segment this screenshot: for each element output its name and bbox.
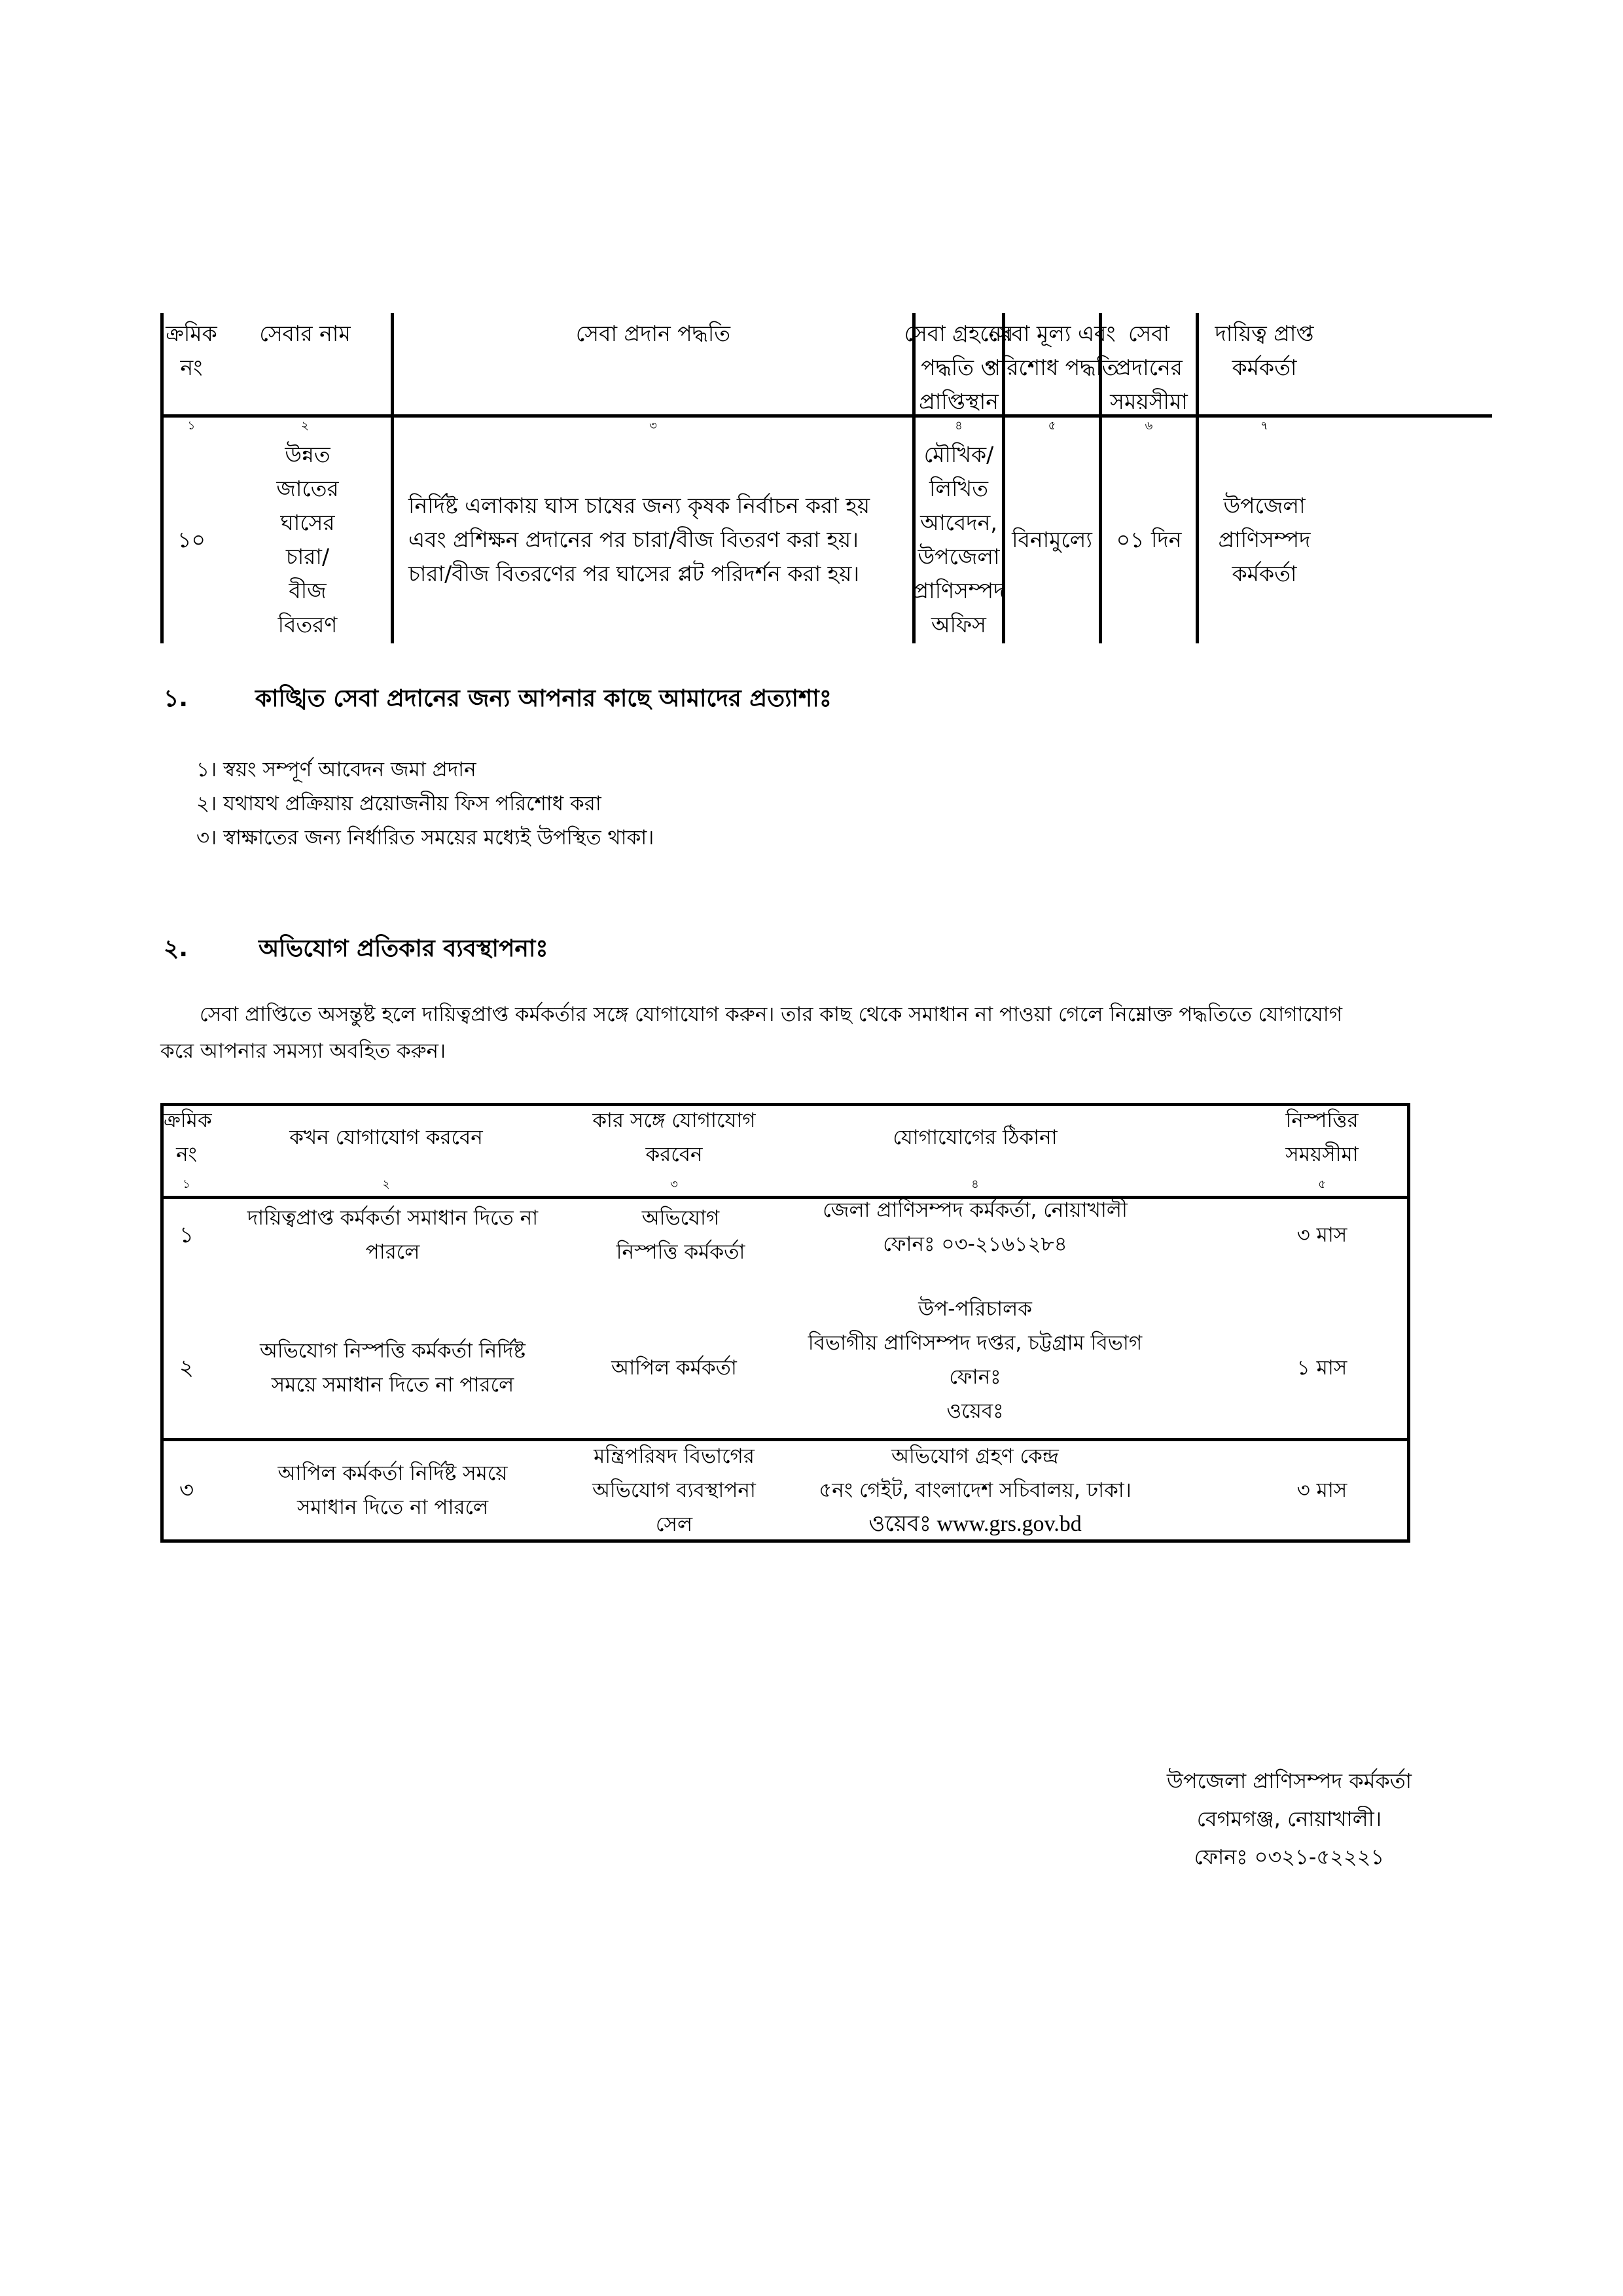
header-service-method: সেবা প্রদান পদ্ধতি [575, 321, 731, 346]
column-number: ৬ [1145, 419, 1153, 433]
table-row-application-method: মৌখিক/ লিখিত আবেদন, উপজেলা প্রাণিসম্পদ অফিস [912, 442, 1005, 637]
column-number: ৫ [1318, 1177, 1326, 1191]
column-number: ৩ [670, 1177, 678, 1191]
list-item: ১। স্বয়ং সম্পূর্ণ আবেদন জমা প্রদান [196, 758, 476, 781]
header-service-name: সেবার নাম [259, 321, 351, 346]
header-resolution-time: নিস্পত্তির সময়সীমা [1285, 1108, 1359, 1166]
header-when: কখন যোগাযোগ করবেন [289, 1125, 483, 1149]
table-row-responsible-officer: উপজেলা প্রাণিসম্পদ কর্মকর্তা [1218, 493, 1311, 586]
table-row-when: দায়িত্বপ্রাপ্ত কর্মকর্তা সমাধান দিতে না পারলে [247, 1206, 539, 1264]
service-table [160, 313, 1492, 643]
table-row-when: অভিযোগ নিস্পত্তি কর্মকর্তা নির্দিষ্ট সময়ে সমাধান দিতে না পারলে [260, 1339, 526, 1397]
column-number: ১ [187, 419, 196, 433]
table-row-service-name: উন্নত জাতের ঘাসের চারা/বীজ বিতরণ [276, 442, 339, 637]
header-application-method: সেবা গ্রহনের পদ্ধতি ও প্রাপ্তিস্থান [904, 321, 1014, 414]
table-row-address: অভিযোগ গ্রহণ কেন্দ্র ৫নং গেইট, বাংলাদেশ সচিবালয়, ঢাকা। ওয়েবঃ www.grs.gov.bd [785, 1441, 1165, 1539]
header-whom: কার সঙ্গে যোগাযোগ করবেন [592, 1108, 756, 1166]
column-number: ৭ [1260, 419, 1268, 433]
grs-website-link[interactable]: ওয়েবঃ www.grs.gov.bd [868, 1512, 1082, 1536]
header-serial: ক্রমিক নং [164, 1108, 212, 1166]
signature-phone: ফোনঃ ০৩২১-৫২২২১ [1194, 1844, 1385, 1869]
column-number: ১ [183, 1177, 190, 1191]
table-row-whom: আপিল কর্মকর্তা [611, 1356, 737, 1380]
section-number: ২. [164, 935, 188, 962]
signature-block [1126, 1762, 1453, 1876]
table-row-time-limit: ৩ মাস [1296, 1223, 1347, 1247]
section-title: অভিযোগ প্রতিকার ব্যবস্থাপনাঃ [259, 935, 548, 962]
column-number: ৫ [1048, 419, 1056, 433]
table-row-time-limit: ৩ মাস [1296, 1479, 1347, 1502]
column-number: ৪ [971, 1177, 979, 1191]
section-number: ১. [164, 685, 188, 712]
table-row-serial: ১০ [177, 527, 205, 552]
list-item: ২। যথাযথ প্রক্রিয়ায় প্রয়োজনীয় ফিস পরিশোধ করা [196, 792, 601, 816]
header-time-limit: সেবা প্রদানের সময়সীমা [1110, 321, 1188, 414]
header-fee: সেবা মূল্য এবং পরিশোধ পদ্ধতি [986, 321, 1118, 380]
grievance-paragraph-line1: সেবা প্রাপ্তিতে অসন্তুষ্ট হলে দায়িত্বপ্রাপ্ত কর্মকর্তার সঙ্গে যোগাযোগ করুন। তার কাছ থেকে সমাধান না পাওয়া গেলে নিম্নোক্ত পদ্ধতিতে যোগাযোগ [200, 1003, 1343, 1026]
table-row-serial: ১ [179, 1222, 194, 1248]
column-number: ২ [301, 419, 309, 433]
column-number: ২ [382, 1177, 390, 1191]
table-row-time-limit: ১ মাস [1296, 1356, 1347, 1380]
table-row-whom: মন্ত্রিপরিষদ বিভাগের অভিযোগ ব্যবস্থাপনা সেল [592, 1444, 756, 1536]
signature-title: উপজেলা প্রাণিসম্পদ কর্মকর্তা [1166, 1768, 1412, 1793]
table-row-address: জেলা প্রাণিসম্পদ কর্মকর্তা, নোয়াখালী ফোনঃ ০৩-২১৬১২৮৪ [823, 1198, 1128, 1256]
table-row-serial: ২ [179, 1355, 194, 1381]
header-responsible-officer: দায়িত্ব প্রাপ্ত কর্মকর্তা [1215, 321, 1314, 380]
table-row-when: আপিল কর্মকর্তা নির্দিষ্ট সময়ে সমাধান দিতে না পারলে [277, 1462, 508, 1519]
header-separator [160, 414, 1492, 418]
header-address: যোগাযোগের ঠিকানা [893, 1125, 1058, 1149]
table-row-service-method: নির্দিষ্ট এলাকায় ঘাস চাষের জন্য কৃষক নির্বাচন করা হয় এবং প্রশিক্ষন প্রদানের পর চারা/বীজ বিতরণ করা হয়। চারা/বীজ বিতরণের পর ঘাসের প্লট পরিদর্শন করা হয়। [408, 493, 870, 586]
expectations-list [196, 753, 654, 855]
list-item: ৩। স্বাক্ষাতের জন্য নির্ধারিত সময়ের মধ্যেই উপস্থিত থাকা। [196, 826, 654, 850]
section-title: কাঙ্খিত সেবা প্রদানের জন্য আপনার কাছে আমাদের প্রত্যাশাঃ [255, 685, 832, 712]
table-row-whom: অভিযোগ নিস্পত্তি কর্মকর্তা [616, 1206, 745, 1264]
column-number: ৪ [955, 419, 963, 433]
column-number: ৩ [649, 419, 657, 433]
grievance-table [160, 1103, 1410, 1543]
table-row-serial: ৩ [179, 1477, 194, 1503]
signature-location: বেগমগঞ্জ, নোয়াখালী। [1196, 1806, 1382, 1831]
table-row-fee: বিনামুল্যে [1012, 527, 1092, 552]
header-serial: ক্রমিক নং [166, 321, 217, 380]
grievance-paragraph-line2: করে আপনার সমস্যা অবহিত করুন। [160, 1039, 446, 1063]
table-row-time-limit: ০১ দিন [1116, 527, 1182, 552]
table-row-address: উপ-পরিচালক বিভাগীয় প্রাণিসম্পদ দপ্তর, চট্টগ্রাম বিভাগ ফোনঃ ওয়েবঃ [808, 1297, 1143, 1423]
